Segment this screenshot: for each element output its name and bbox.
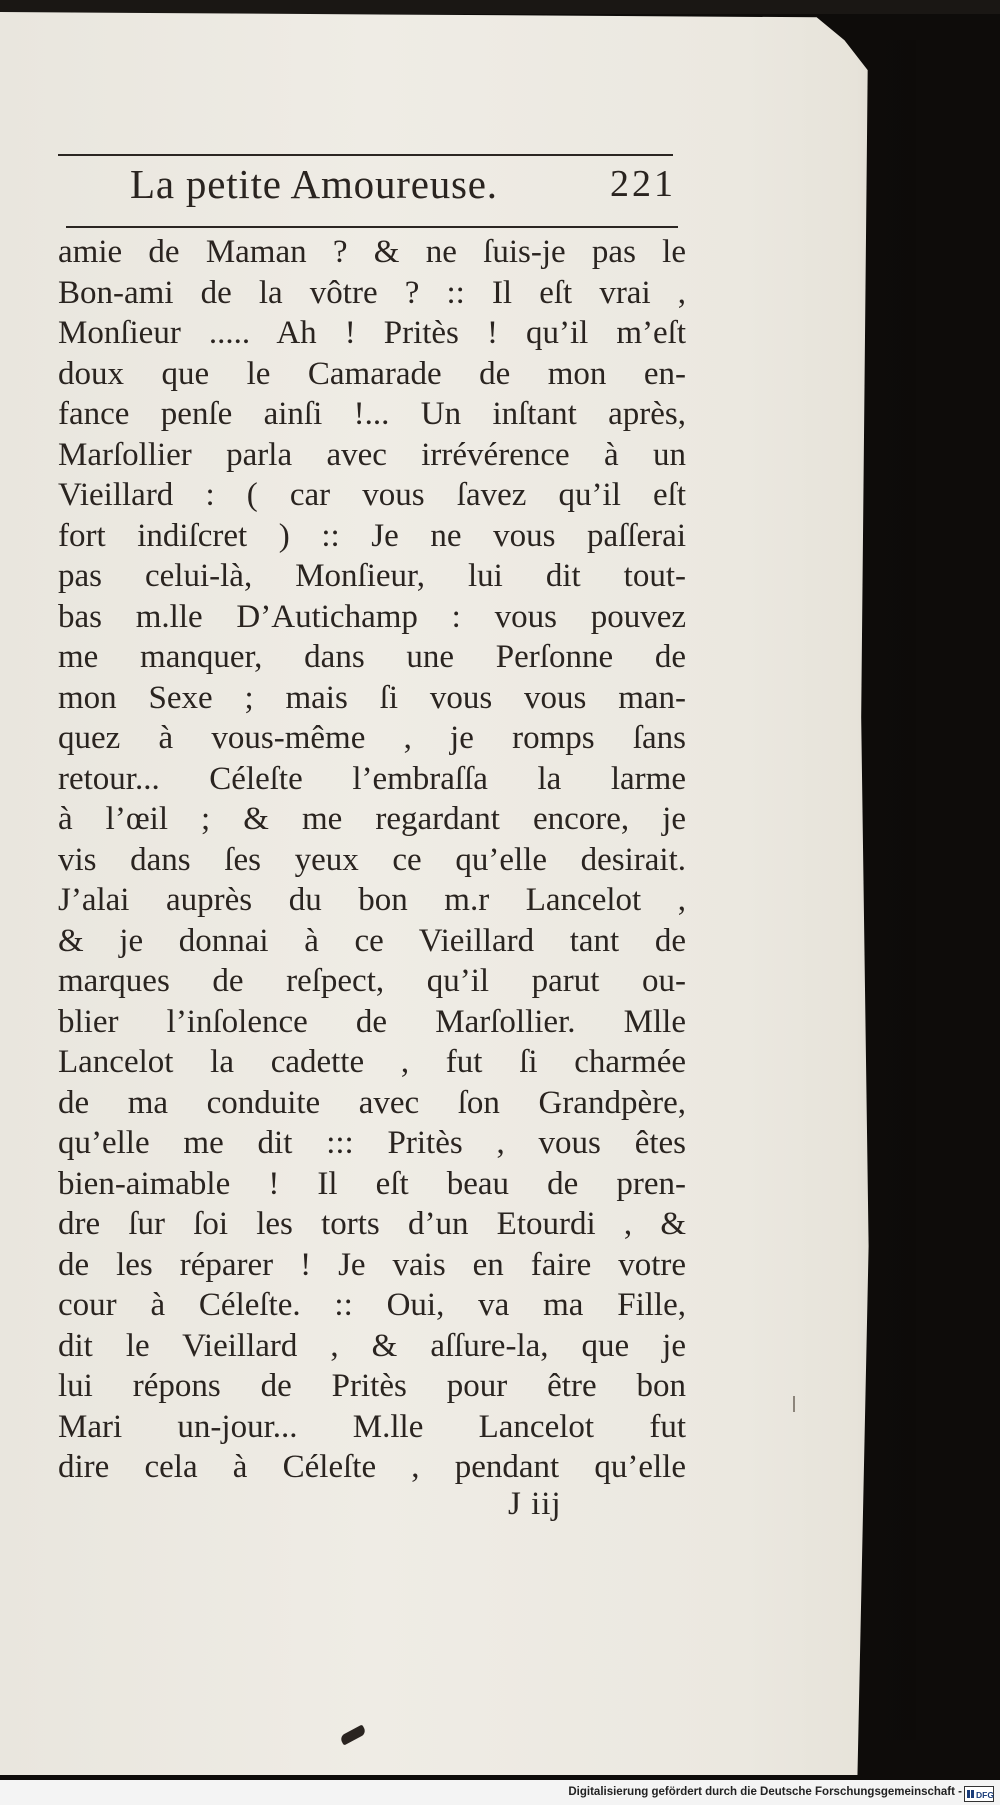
dfg-logo-text: DFG xyxy=(976,1790,994,1800)
text-line: Lancelot la cadette , fut ſi charmée xyxy=(58,1044,686,1080)
text-line: dire cela à Céleſte , pendant qu’elle xyxy=(58,1449,686,1485)
text-line: Monſieur ..... Ah ! Pritès ! qu’il m’eſt xyxy=(58,315,686,351)
text-line: dre ſur ſoi les torts d’un Etourdi , & xyxy=(58,1206,686,1242)
text-line: mon Sexe ; mais ſi vous vous man- xyxy=(58,679,686,716)
running-title: La petite Amoureuse. xyxy=(130,161,498,207)
text-line: dit le Vieillard , & aſſure-la, que je xyxy=(58,1327,686,1364)
text-line: qu’elle me dit ::: Pritès , vous êtes xyxy=(58,1125,686,1161)
body-text xyxy=(58,232,686,1488)
text-line: à l’œil ; & me regardant encore, je xyxy=(58,801,686,837)
header-rule-top xyxy=(58,154,673,156)
scan-top-edge xyxy=(0,0,1000,14)
text-line: bien-aimable ! Il eſt beau de pren- xyxy=(58,1165,686,1202)
signature-mark: J iij xyxy=(508,1486,562,1522)
dfg-logo-icon xyxy=(964,1786,994,1802)
text-line: blier l’inſolence de Marſollier. Mlle xyxy=(58,1003,686,1040)
text-line: Mari un-jour... M.lle Lancelot fut xyxy=(58,1408,686,1445)
digitization-credit: Digitalisierung gefördert durch die Deutsche Forschungsgemeinschaft - xyxy=(568,1786,962,1798)
page-edge-shadow xyxy=(856,40,916,1740)
header-rule-bottom xyxy=(66,226,678,228)
paper-blemish xyxy=(793,1396,795,1412)
text-line: pas celui-là, Monſieur, lui dit tout- xyxy=(58,558,686,594)
text-line: lui répons de Pritès pour être bon xyxy=(58,1368,686,1404)
text-line: fort indiſcret ) :: Je ne vous paſſerai xyxy=(58,517,686,554)
text-line: marques de reſpect, qu’il parut ou- xyxy=(58,963,686,999)
text-line: retour... Céleſte l’embraſſa la larme xyxy=(58,760,686,797)
text-line: de les réparer ! Je vais en faire votre xyxy=(58,1246,686,1283)
text-line: quez à vous-même , je romps ſans xyxy=(58,720,686,756)
text-line: de ma conduite avec ſon Grandpère, xyxy=(58,1084,686,1121)
text-line: vis dans ſes yeux ce qu’elle desirait. xyxy=(58,841,686,878)
text-line: me manquer, dans une Perſonne de xyxy=(58,639,686,675)
text-line: bas m.lle D’Autichamp : vous pouvez xyxy=(58,598,686,635)
text-line: amie de Maman ? & ne ſuis-je pas le xyxy=(58,234,686,270)
page-number: 221 xyxy=(610,163,676,205)
text-line: Marſollier parla avec irrévérence à un xyxy=(58,436,686,473)
text-line: cour à Céleſte. :: Oui, va ma Fille, xyxy=(58,1287,686,1323)
text-line: doux que le Camarade de mon en- xyxy=(58,355,686,392)
text-line: & je donnai à ce Vieillard tant de xyxy=(58,922,686,959)
text-line: fance penſe ainſi !... Un inſtant après, xyxy=(58,396,686,432)
text-line: J’alai auprès du bon m.r Lancelot , xyxy=(58,882,686,918)
text-line: Bon-ami de la vôtre ? :: Il eſt vrai , xyxy=(58,274,686,311)
text-line: Vieillard : ( car vous ſavez qu’il eſt xyxy=(58,477,686,513)
